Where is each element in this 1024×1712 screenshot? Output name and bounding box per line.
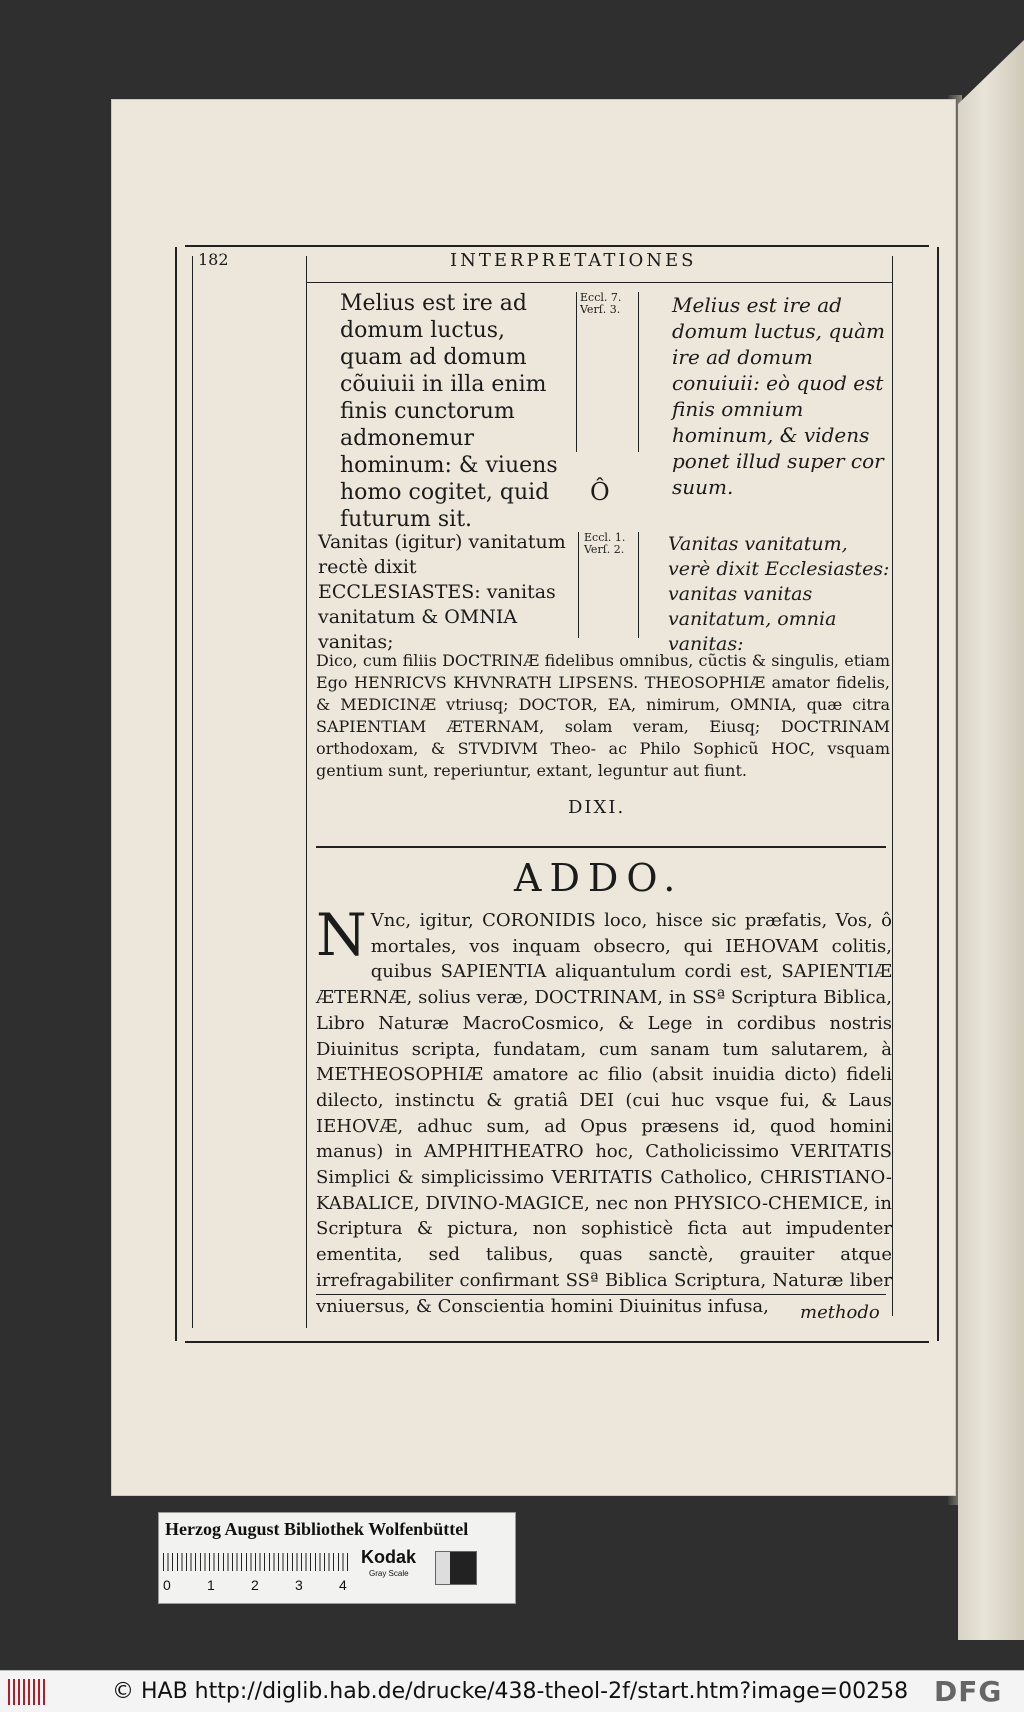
next-page-edge [958,40,1024,1640]
header-rule [306,282,892,283]
scale-3: 3 [295,1577,303,1593]
scale-4: 4 [339,1577,347,1593]
gray-swatch [435,1551,477,1585]
verse2-vulgate: Vanitas vanitatum, verè dixit Ecclesiastes: vanitas vanitas vanitatum, omnia vanitas: [668,533,890,655]
section-rule [316,846,886,848]
separator-glyph: Ô [590,478,610,506]
catchword: methodo [800,1302,880,1323]
footer-citation-link[interactable]: © HAB http://diglib.hab.de/drucke/438-theol-2f/start.htm?image=00258 [112,1679,909,1704]
kodak-subtitle: Gray Scale [369,1569,409,1578]
dico-paragraph: Dico, cum filiis DOCTRINÆ fidelibus omnibus, cũctis & singulis, etiam Ego HENRICVS KHVNRATH LIPSENS. THEOSOPHIÆ amator fidelis, & MEDICINÆ vtriusq; DOCTOR, EA, nimirum, OMNIA, quæ citra SAPIENTIAM ÆTERNAM, solam veram, Eiusq; DOCTRINAM orthodoxam, & STVDIVM Theo- ac Philo Sophicũ HOC, vsquam gentium sunt, reperiuntur, extant, leguntur aut fiunt. [316,651,890,780]
verse1-ref-book: Eccl. 7. [580,291,622,304]
verse2-latin: Vanitas (igitur) vanitatum rectè dixit ECCLESIASTES: vanitas vanitatum & OMNIA vanitas; [318,531,566,653]
verse2-rule-a [578,532,579,638]
verse2-rule-b [638,532,639,638]
footer-bar [0,1670,1024,1712]
library-color-target [158,1512,516,1604]
verse1-latin: Melius est ire ad domum luctus, quam ad domum cõuiuii in illa enim finis cunctorum admonemur hominum: & viuens homo cogitet, quid futurum sit. [340,291,558,532]
dfg-logo: DFG [934,1675,1003,1708]
running-head: INTERPRETATIONES [450,250,697,271]
dixi-heading: DIXI. [568,797,626,818]
frame-rule-right [892,256,893,1316]
addo-heading: ADDO. [514,856,684,900]
verse1-reference [580,292,632,316]
verse1-vulgate: Melius est ire ad domum luctus, quàm ire ad domum conuiuii: eò quod est finis omnium hominum, & videns ponet illud super cor suum. [672,293,885,499]
scale-2: 2 [251,1577,259,1593]
verse2-ref-verse: Verſ. 2. [584,543,625,556]
page-number: 182 [198,250,229,269]
scale-0: 0 [163,1577,171,1593]
verse1-ref-verse: Verſ. 3. [580,303,621,316]
hab-logo-icon [8,1679,46,1705]
verse2-reference [584,532,636,556]
verse1-rule-b [638,292,639,452]
drop-cap: N [316,901,367,969]
frame-rule-left-outer [192,256,193,1328]
nunc-text: Vnc, igitur, CORONIDIS loco, hisce sic præfatis, Vos, ô mortales, vos inquam obsecro, qui IEHOVAM colitis, quibus SAPIENTIA aliquantulum cordi est, SAPIENTIÆ ÆTERNÆ, solius veræ, DOCTRINAM, in SSª Scriptura Biblica, Libro Naturæ MacroCosmico, & Lege in cordibus nostris Diuinitus scripta, fundatam, cum sanam tum salutarem, à METHEOSOPHIÆ amatore ac filio (absit inuidia dicto) fideli dilecto, instinctu & gratiâ DEI (cui huc vsque fui, & Laus IEHOVÆ, adhuc sum, ad Opus præsens id, quod homini manus) in AMPHITHEATRO hoc, Catholicissimo VERITATIS Simplici & simplicissimo VERITATIS Catholico, CHRISTIANO-KABALICE, DIVINO-MAGICE, nec non PHYSICO-CHEMICE, in Scriptura & pictura, non sophisticè ficta aut impudenter ementita, sed talibus, quas sanctè, grauiter atque irrefragabiliter confirmant SSª Biblica Scriptura, Naturæ liber vniuersus, & Conscientia homini Diuinitus infusa, [316,910,892,1317]
verse2-ref-book: Eccl. 1. [584,531,626,544]
kodak-logo: Kodak [361,1547,417,1567]
nunc-paragraph [316,901,892,1319]
verse1-rule-a [576,292,577,452]
scale-ruler [163,1553,351,1571]
library-name: Herzog August Bibliothek Wolfenbüttel [165,1519,469,1539]
scale-1: 1 [207,1577,215,1593]
frame-rule-left-inner [306,256,307,1328]
